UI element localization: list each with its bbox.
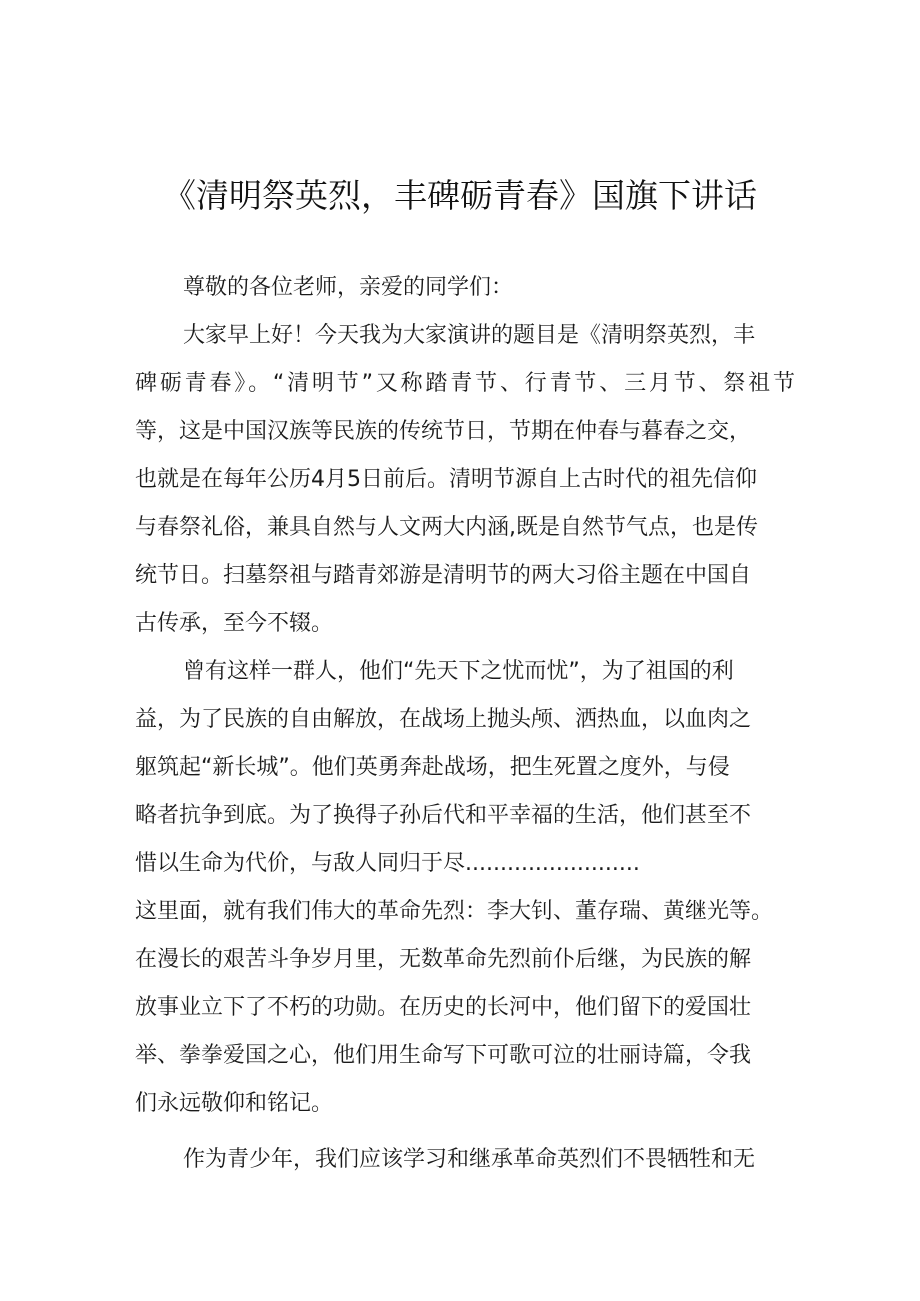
paragraph-line: 们永远敬仰和铭记。 [135, 1091, 334, 1116]
paragraph-line: 古传承，至今不辍。 [135, 611, 334, 636]
document-title: 《清明祭英烈，丰碑砺青春》国旗下讲话 [163, 176, 757, 215]
paragraph-line: 惜以生命为代价，与敌人同归于尽......................... [135, 851, 640, 876]
paragraph-line: 与春祭礼俗，兼具自然与人文两大内涵,既是自然节气点，也是传 [135, 515, 758, 540]
paragraph-line: 也就是在每年公历4月5日前后。清明节源自上古时代的祖先信仰 [135, 467, 757, 492]
paragraph-line: 略者抗争到底。为了换得子孙后代和平幸福的生活，他们甚至不 [135, 803, 752, 828]
paragraph-line: 统节日。扫墓祭祖与踏青郊游是清明节的两大习俗主题在中国自 [135, 563, 752, 588]
paragraph-line: 作为青少年，我们应该学习和继承革命英烈们不畏牺牲和无 [183, 1147, 756, 1172]
paragraph-line: 碑砺青春》。“清明节”又称踏青节、行青节、三月节、祭祖节 [135, 371, 795, 396]
paragraph-line: 益，为了民族的自由解放，在战场上抛头颅、洒热血，以血肉之 [135, 707, 752, 732]
salutation: 尊敬的各位老师，亲爱的同学们： [183, 275, 514, 300]
paragraph-line: 躯筑起“新长城”。他们英勇奔赴战场，把生死置之度外，与侵 [135, 755, 730, 780]
document-body [135, 264, 795, 1184]
paragraph-line: 举、拳拳爱国之心，他们用生命写下可歌可泣的壮丽诗篇，令我 [135, 1043, 752, 1068]
paragraph-line: 等，这是中国汉族等民族的传统节日，节期在仲春与暮春之交， [135, 419, 752, 444]
paragraph-line: 大家早上好！今天我为大家演讲的题目是《清明祭英烈，丰 [183, 323, 756, 348]
paragraph-line: 这里面，就有我们伟大的革命先烈：李大钊、董存瑞、黄继光等。 [135, 899, 774, 924]
paragraph-line: 曾有这样一群人，他们“先天下之忧而忧”，为了祖国的利 [183, 659, 734, 684]
paragraph-line: 在漫长的艰苦斗争岁月里，无数革命先烈前仆后继，为民族的解 [135, 947, 752, 972]
paragraph-line: 放事业立下了不朽的功勋。在历史的长河中，他们留下的爱国壮 [135, 995, 752, 1020]
